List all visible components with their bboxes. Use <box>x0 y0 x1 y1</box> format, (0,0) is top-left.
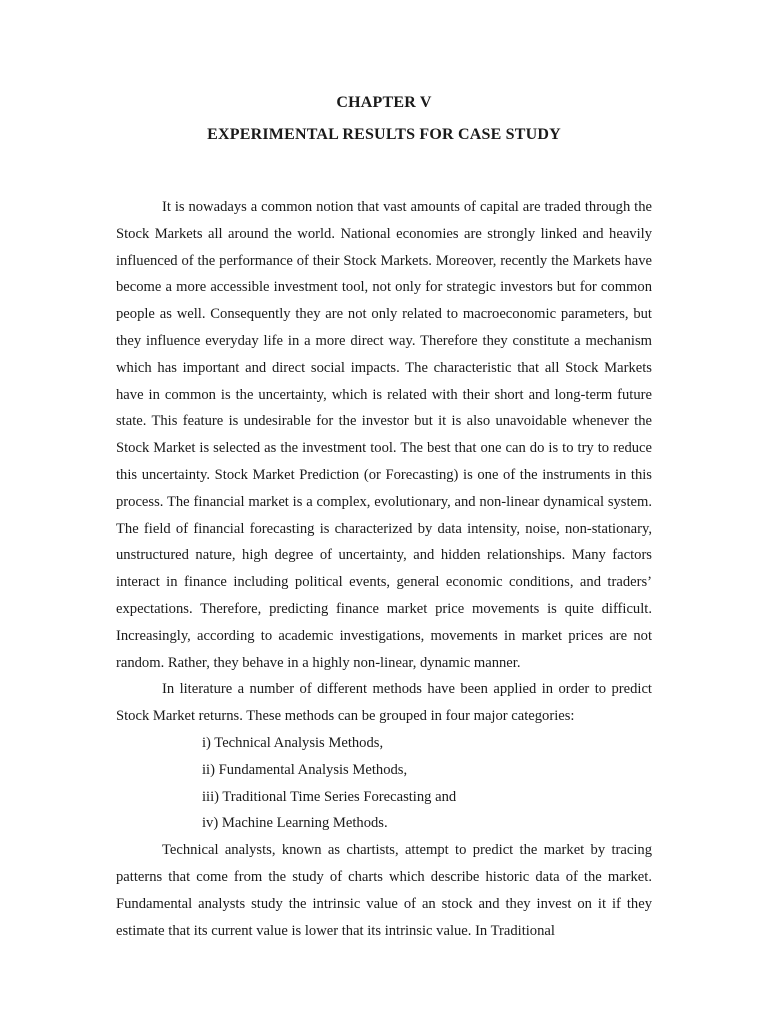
chapter-title: EXPERIMENTAL RESULTS FOR CASE STUDY <box>207 126 561 143</box>
body-text <box>116 194 652 944</box>
paragraph-methods: In literature a number of different methods have been applied in order to predict Stock Market returns. These methods can be grouped in four major categories: <box>116 681 652 725</box>
list-item: i) Technical Analysis Methods, <box>202 734 384 751</box>
paragraph-technical: Technical analysts, known as chartists, attempt to predict the market by tracing patterns that come from the study of charts which describe historic data of the market. Fundamental analysts study the intrinsic value of an stock and they invest on it if they estimate that its current value is lower that its intrinsic value. In Traditional <box>116 842 652 939</box>
list-item: ii) Fundamental Analysis Methods, <box>202 761 408 778</box>
chapter-label: CHAPTER V <box>336 94 432 111</box>
list-item: iv) Machine Learning Methods. <box>202 815 388 832</box>
list-item: iii) Traditional Time Series Forecasting and <box>202 788 457 805</box>
paragraph-intro: It is nowadays a common notion that vast amounts of capital are traded through the Stock Markets all around the world. National economies are strongly linked and heavily influenced of the performance of their Stock Markets. Moreover, recently the Markets have become a more accessible investment tool, not only for strategic investors but for common people as well. Consequently they are not only related to macroeconomic parameters, but they influence everyday life in a more direct way. Therefore they constitute a mechanism which has important and direct social impacts. The characteristic that all Stock Markets have in common is the uncertainty, which is related with their short and long-term future state. This feature is undesirable for the investor but it is also unavoidable whenever the Stock Market is selected as the investment tool. The best that one can do is to try to reduce this uncertainty. Stock Market Prediction (or Forecasting) is one of the instruments in this process. The financial market is a complex, evolutionary, and non-linear dynamical system. The field of financial forecasting is characterized by data intensity, noise, non-stationary, unstructured nature, high degree of uncertainty, and hidden relationships. Many factors interact in finance including political events, general economic conditions, and traders’ expectations. Therefore, predicting finance market price movements is quite difficult. Increasingly, according to academic investigations, movements in market prices are not random. Rather, they behave in a highly non-linear, dynamic manner. <box>116 199 652 671</box>
method-list <box>116 730 652 837</box>
